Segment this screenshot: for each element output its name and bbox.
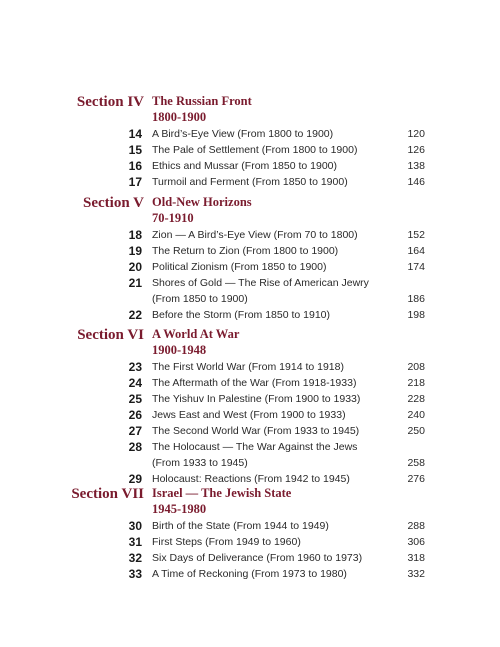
chapter-title-line: A Bird’s-Eye View (From 1800 to 1900) <box>152 128 334 140</box>
chapter-number: 31 <box>128 535 142 549</box>
chapter-list <box>0 126 500 190</box>
chapter-number: 27 <box>128 424 142 438</box>
chapter-title <box>152 158 337 174</box>
chapter-list <box>0 359 500 487</box>
page-number: 198 <box>407 309 425 321</box>
page-number: 258 <box>407 457 425 469</box>
chapter-title <box>152 243 338 259</box>
toc-entry[interactable] <box>0 391 500 407</box>
toc-entry[interactable] <box>0 407 500 423</box>
section-years: 70-1910 <box>152 210 194 225</box>
toc-entry[interactable] <box>0 174 500 190</box>
chapter-title <box>152 174 348 190</box>
toc-entry[interactable] <box>0 227 500 243</box>
chapter-title-line: The Yishuv In Palestine (From 1900 to 1933) <box>152 393 361 405</box>
chapter-number: 18 <box>128 228 142 242</box>
chapter-number: 24 <box>128 376 142 390</box>
chapter-title-line: Turmoil and Ferment (From 1850 to 1900) <box>152 176 348 188</box>
chapter-number: 26 <box>128 408 142 422</box>
chapter-title <box>152 566 347 582</box>
toc-entry[interactable] <box>0 243 500 259</box>
chapter-title-line: The Second World War (From 1933 to 1945) <box>152 425 360 437</box>
page-number: 164 <box>407 245 425 257</box>
page-number: 120 <box>407 128 425 140</box>
chapter-number: 33 <box>128 567 142 581</box>
chapter-title <box>152 126 333 142</box>
chapter-title-line: Six Days of Deliverance (From 1960 to 1973) <box>152 552 363 564</box>
chapter-title <box>152 142 357 158</box>
chapter-title-line: (From 1933 to 1945) <box>152 457 248 469</box>
page-number: 138 <box>407 160 425 172</box>
toc-entry[interactable] <box>0 307 500 323</box>
toc-entry[interactable] <box>0 534 500 550</box>
chapter-number: 17 <box>128 175 142 189</box>
chapter-title-line: The First World War (From 1914 to 1918) <box>152 361 344 373</box>
chapter-title-line: Shores of Gold — The Rise of American Jewry <box>152 277 369 289</box>
toc-entry[interactable] <box>0 142 500 158</box>
section-title-text: A World At War <box>152 327 240 341</box>
section-title-text: The Russian Front <box>152 94 252 108</box>
toc-entry[interactable] <box>0 439 500 471</box>
section-title <box>152 327 239 358</box>
chapter-number: 22 <box>128 308 142 322</box>
page-number: 306 <box>407 536 425 548</box>
toc-entry[interactable] <box>0 471 500 487</box>
chapter-title-line: Ethics and Mussar (From 1850 to 1900) <box>152 160 338 172</box>
chapter-number: 29 <box>128 472 142 486</box>
toc-entry[interactable] <box>0 126 500 142</box>
toc-entry[interactable] <box>0 375 500 391</box>
toc-entry[interactable] <box>0 259 500 275</box>
chapter-title <box>152 307 330 323</box>
section-title-text: Israel — The Jewish State <box>152 486 292 500</box>
chapter-title-line: The Return to Zion (From 1800 to 1900) <box>152 245 339 257</box>
chapter-number: 14 <box>128 127 142 141</box>
page-number: 152 <box>407 229 425 241</box>
chapter-number: 30 <box>128 519 142 533</box>
chapter-number: 25 <box>128 392 142 406</box>
page-number: 228 <box>407 393 425 405</box>
chapter-title <box>152 439 357 471</box>
section-title <box>152 486 291 517</box>
page-number: 174 <box>407 261 425 273</box>
chapter-title-line: Political Zionism (From 1850 to 1900) <box>152 261 327 273</box>
page-number: 186 <box>407 293 425 305</box>
chapter-title <box>152 259 327 275</box>
page-number: 146 <box>407 176 425 188</box>
toc-entry[interactable] <box>0 550 500 566</box>
toc-entry[interactable] <box>0 275 500 307</box>
page-number: 208 <box>407 361 425 373</box>
page-number: 288 <box>407 520 425 532</box>
chapter-number: 19 <box>128 244 142 258</box>
section-label: Section VII <box>71 486 144 502</box>
chapter-title <box>152 550 362 566</box>
chapter-list <box>0 518 500 582</box>
chapter-title <box>152 359 344 375</box>
chapter-title-line: The Pale of Settlement (From 1800 to 1900) <box>152 144 358 156</box>
chapter-title-line: Jews East and West (From 1900 to 1933) <box>152 409 346 421</box>
chapter-title-line: The Holocaust — The War Against the Jews <box>152 441 358 453</box>
chapter-title-line: First Steps (From 1949 to 1960) <box>152 536 301 548</box>
section-label: Section IV <box>76 94 144 110</box>
page-number: 276 <box>407 473 425 485</box>
chapter-title <box>152 275 369 307</box>
chapter-number: 28 <box>128 440 142 454</box>
toc-entry[interactable] <box>0 158 500 174</box>
page-number: 218 <box>407 377 425 389</box>
chapter-title <box>152 534 301 550</box>
toc-entry[interactable] <box>0 518 500 534</box>
chapter-title-line: The Aftermath of the War (From 1918-1933) <box>152 377 357 389</box>
section-title-text: Old-New Horizons <box>152 195 252 209</box>
chapter-title <box>152 391 360 407</box>
page-number: 240 <box>407 409 425 421</box>
chapter-title <box>152 471 350 487</box>
chapter-title-line: A Time of Reckoning (From 1973 to 1980) <box>152 568 347 580</box>
page-number: 332 <box>407 568 425 580</box>
chapter-title-line: Zion — A Bird’s-Eye View (From 70 to 1800) <box>152 229 358 241</box>
section-title <box>152 94 252 125</box>
page-number: 126 <box>407 144 425 156</box>
chapter-title-line: Before the Storm (From 1850 to 1910) <box>152 309 331 321</box>
chapter-title-line: Birth of the State (From 1944 to 1949) <box>152 520 329 532</box>
page-number: 318 <box>407 552 425 564</box>
section-years: 1945-1980 <box>152 501 207 516</box>
page-number: 250 <box>407 425 425 437</box>
chapter-number: 16 <box>128 159 142 173</box>
section-label: Section VI <box>77 327 144 343</box>
toc-entry[interactable] <box>0 359 500 375</box>
section-years: 1800-1900 <box>152 109 207 124</box>
chapter-number: 23 <box>128 360 142 374</box>
section-title <box>152 195 252 226</box>
section-label: Section V <box>83 195 144 211</box>
section-years: 1900-1948 <box>152 342 207 357</box>
chapter-list <box>0 227 500 323</box>
chapter-number: 20 <box>128 260 142 274</box>
chapter-title <box>152 407 346 423</box>
chapter-title-line: (From 1850 to 1900) <box>152 293 248 305</box>
chapter-title <box>152 518 329 534</box>
chapter-title <box>152 375 356 391</box>
chapter-number: 21 <box>128 276 142 290</box>
chapter-number: 15 <box>128 143 142 157</box>
toc-entry[interactable] <box>0 423 500 439</box>
chapter-title <box>152 227 358 243</box>
chapter-number: 32 <box>128 551 142 565</box>
toc-entry[interactable] <box>0 566 500 582</box>
chapter-title-line: Holocaust: Reactions (From 1942 to 1945) <box>152 473 350 485</box>
chapter-title <box>152 423 359 439</box>
